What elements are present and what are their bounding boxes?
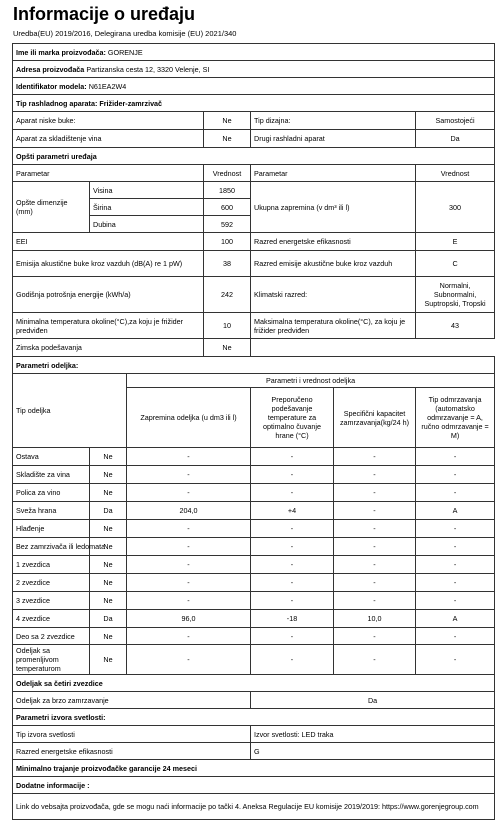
col-freezing-capacity-head: Specifični kapacitet zamrzavanja(kg/24 h) — [334, 388, 416, 448]
type-row-value-right: Samostojeći — [416, 112, 495, 130]
manufacturer-link-text: Link do vebsajta proizvođača, gde se mogu naći informacije po tački 4. Aneksa Regulacije EU komisije 2019/2019: https://www.gorenjegroup.com — [13, 794, 495, 820]
dimension-row — [13, 182, 495, 199]
compartment-group-head: Parametri i vrednost odeljka — [127, 374, 495, 388]
compartment-row — [13, 538, 495, 556]
general-param-label: EEI — [13, 233, 204, 251]
type-row — [13, 130, 495, 148]
compartment-temperature: - — [251, 574, 334, 592]
compartment-volume: - — [127, 484, 251, 502]
col-temperature-head: Preporučeno podešavanje temperature za optimalno čuvanje hrane (°C) — [251, 388, 334, 448]
compartment-temperature: - — [251, 484, 334, 502]
general-param-row — [13, 233, 495, 251]
compartment-temperature: - — [251, 592, 334, 610]
dimension-name: Visina — [90, 182, 204, 199]
general-param-value-right: E — [416, 233, 495, 251]
general-param-value: 38 — [204, 251, 251, 277]
general-param-label-right: Razred emisije akustične buke kroz vazduh — [251, 251, 416, 277]
compartment-row — [13, 628, 495, 645]
compartment-temperature: +4 — [251, 502, 334, 520]
general-header-row — [13, 148, 495, 165]
compartment-name: Odeljak sa promenljivom temperaturom — [13, 645, 90, 675]
compartment-row — [13, 502, 495, 520]
compartment-temperature: - — [251, 466, 334, 484]
general-param-label-right: Razred energetske efikasnosti — [251, 233, 416, 251]
winter-setting-value: Ne — [204, 339, 251, 357]
compartment-temperature: - — [251, 538, 334, 556]
column-head-parameter-right: Parametar — [251, 165, 416, 182]
compartment-freezing-capacity: - — [334, 556, 416, 574]
compartment-name: Ostava — [13, 448, 90, 466]
general-param-label: Godišnja potrošnja energije (kWh/a) — [13, 277, 204, 313]
type-header: Tip rashladnog aparata: Frižider-zamrzivač — [13, 95, 495, 112]
regulation-subtitle: Uredba(EU) 2019/2016, Delegirana uredba komisije (EU) 2021/340 — [13, 29, 237, 38]
four-star-header: Odeljak sa četiri zvezdice — [13, 675, 495, 692]
light-source-type-label: Tip izvora svetlosti — [13, 726, 251, 743]
total-volume-value: 300 — [416, 182, 495, 233]
compartment-freezing-capacity: - — [334, 520, 416, 538]
light-source-header: Parametri izvora svetlosti: — [13, 709, 495, 726]
compartment-name: Polica za vino — [13, 484, 90, 502]
supplier-value: GORENJE — [107, 47, 143, 57]
compartment-defrost-type: - — [416, 520, 495, 538]
supplier-row — [13, 44, 495, 61]
type-row-label: Aparat niske buke: — [13, 112, 204, 130]
address-label: Adresa proizvođača — [16, 64, 85, 74]
compartment-temperature: - — [251, 628, 334, 645]
climate-class-value: Normalni, Subnormalni, Suptropski, Tropski — [416, 277, 495, 313]
compartment-row — [13, 592, 495, 610]
light-efficiency-value: G — [251, 743, 495, 760]
general-param-label: Emisija akustične buke kroz vazduh (dB(A) re 1 pW) — [13, 251, 204, 277]
general-param-label-right: Maksimalna temperatura okoline(°C), za koju je frižider predviđen — [251, 313, 416, 339]
compartment-present: Ne — [90, 520, 127, 538]
compartment-defrost-type: - — [416, 466, 495, 484]
column-head-value: Vrednost — [204, 165, 251, 182]
compartment-volume: 96,0 — [127, 610, 251, 628]
compartment-freezing-capacity: - — [334, 538, 416, 556]
address-row — [13, 61, 495, 78]
dimension-name: Širina — [90, 199, 204, 216]
compartment-defrost-type: - — [416, 484, 495, 502]
four-star-header-row — [13, 675, 495, 692]
general-header: Opšti parametri uređaja — [13, 148, 495, 165]
compartment-volume: - — [127, 520, 251, 538]
compartment-freezing-capacity: - — [334, 574, 416, 592]
light-source-type-value: Izvor svetlosti: LED traka — [251, 726, 495, 743]
model-row — [13, 78, 495, 95]
compartment-row — [13, 645, 495, 675]
compartment-defrost-type: - — [416, 645, 495, 675]
column-head-value-right: Vrednost — [416, 165, 495, 182]
compartment-temperature: - — [251, 556, 334, 574]
compartment-name: Skladište za vina — [13, 466, 90, 484]
page-title: Informacije o uređaju — [13, 4, 196, 24]
dimension-value: 1850 — [204, 182, 251, 199]
compartment-temperature: -18 — [251, 610, 334, 628]
compartment-present: Da — [90, 610, 127, 628]
compartment-volume: - — [127, 592, 251, 610]
dimensions-label: Opšte dimenzije (mm) — [13, 182, 90, 233]
compartment-volume: - — [127, 628, 251, 645]
light-row — [13, 726, 495, 743]
general-column-head-row — [13, 165, 495, 182]
type-header-row — [13, 95, 495, 112]
compartment-name: Bez zamrzivača ili ledomata — [13, 538, 90, 556]
compartment-defrost-type: - — [416, 592, 495, 610]
general-param-label-right: Klimatski razred: — [251, 277, 416, 313]
general-param-label: Minimalna temperatura okoline(°C),za koju je frižider predviđen — [13, 313, 204, 339]
type-row-value: Ne — [204, 112, 251, 130]
compartment-name: 2 zvezdice — [13, 574, 90, 592]
compartment-type-head: Tip odeljka — [13, 374, 127, 448]
general-param-row — [13, 313, 495, 339]
compartment-freezing-capacity: - — [334, 448, 416, 466]
compartment-name: Hlađenje — [13, 520, 90, 538]
additional-info-header: Dodatne informacije : — [13, 777, 495, 794]
compartment-temperature: - — [251, 645, 334, 675]
compartment-defrost-type: - — [416, 574, 495, 592]
compartment-present: Ne — [90, 592, 127, 610]
light-row — [13, 743, 495, 760]
compartment-volume: - — [127, 448, 251, 466]
general-param-value-right: C — [416, 251, 495, 277]
light-efficiency-label: Razred energetske efikasnosti — [13, 743, 251, 760]
compartment-present: Da — [90, 502, 127, 520]
compartment-defrost-type: A — [416, 610, 495, 628]
compartment-temperature: - — [251, 520, 334, 538]
compartment-defrost-type: A — [416, 502, 495, 520]
compartment-defrost-type: - — [416, 538, 495, 556]
compartment-name: Deo sa 2 zvezdice — [13, 628, 90, 645]
col-volume-head: Zapremina odeljka (u dm3 ili l) — [127, 388, 251, 448]
product-info-table — [12, 43, 495, 820]
total-volume-label: Ukupna zapremina (v dm³ ili l) — [251, 182, 416, 233]
compartment-volume: - — [127, 574, 251, 592]
type-row-value: Ne — [204, 130, 251, 148]
type-row-label-right: Tip dizajna: — [251, 112, 416, 130]
additional-header-row — [13, 777, 495, 794]
guarantee-text: Minimalno trajanje proizvođačke garancije 24 meseci — [13, 760, 495, 777]
dimension-name: Dubina — [90, 216, 204, 233]
general-param-value: 242 — [204, 277, 251, 313]
compartment-present: Ne — [90, 448, 127, 466]
general-param-row — [13, 251, 495, 277]
type-row-value-right: Da — [416, 130, 495, 148]
compartment-name: Sveža hrana — [13, 502, 90, 520]
compartment-defrost-type: - — [416, 628, 495, 645]
compartment-row — [13, 556, 495, 574]
compartment-row — [13, 484, 495, 502]
compartment-group-head-row — [13, 374, 495, 388]
compartment-present: Ne — [90, 628, 127, 645]
compartment-name: 3 zvezdice — [13, 592, 90, 610]
compartment-freezing-capacity: - — [334, 645, 416, 675]
fast-freeze-row — [13, 692, 495, 709]
winter-setting-label: Zimska podešavanja — [13, 339, 204, 357]
compartment-volume: 204,0 — [127, 502, 251, 520]
compartment-row — [13, 466, 495, 484]
compartment-row — [13, 520, 495, 538]
general-param-value-right: 43 — [416, 313, 495, 339]
compartment-freezing-capacity: - — [334, 466, 416, 484]
guarantee-row — [13, 760, 495, 777]
compartment-volume: - — [127, 645, 251, 675]
compartment-row — [13, 574, 495, 592]
compartment-defrost-type: - — [416, 448, 495, 466]
fast-freeze-label: Odeljak za brzo zamrzavanje — [13, 692, 251, 709]
general-param-value: 100 — [204, 233, 251, 251]
compartment-name: 1 zvezdica — [13, 556, 90, 574]
supplier-label: Ime ili marka proizvođača: — [16, 47, 106, 57]
column-head-parameter: Parametar — [13, 165, 204, 182]
compartment-freezing-capacity: - — [334, 502, 416, 520]
compartment-volume: - — [127, 556, 251, 574]
compartment-row — [13, 448, 495, 466]
compartment-header: Parametri odeljka: — [13, 357, 495, 374]
compartment-present: Ne — [90, 574, 127, 592]
light-header-row — [13, 709, 495, 726]
compartment-present: Ne — [90, 556, 127, 574]
compartment-header-row — [13, 357, 495, 374]
compartment-volume: - — [127, 466, 251, 484]
winter-setting-row — [13, 339, 495, 357]
compartment-present: Ne — [90, 645, 127, 675]
model-label: Identifikator modela: — [16, 81, 87, 91]
compartment-present: Ne — [90, 466, 127, 484]
compartment-present: Ne — [90, 484, 127, 502]
general-param-row — [13, 277, 495, 313]
compartment-present: Ne — [90, 538, 127, 556]
compartment-name: 4 zvezdice — [13, 610, 90, 628]
col-defrost-type-head: Tip odmrzavanja (automatsko odmrzavanje = A, ručno odmrzavanje = M) — [416, 388, 495, 448]
type-row-label-right: Drugi rashladni aparat — [251, 130, 416, 148]
type-row-label: Aparat za skladištenje vina — [13, 130, 204, 148]
compartment-freezing-capacity: 10,0 — [334, 610, 416, 628]
type-row — [13, 112, 495, 130]
general-param-value: 10 — [204, 313, 251, 339]
model-value: N61EA2W4 — [88, 81, 127, 91]
compartment-freezing-capacity: - — [334, 592, 416, 610]
compartment-defrost-type: - — [416, 556, 495, 574]
link-row — [13, 794, 495, 820]
compartment-freezing-capacity: - — [334, 628, 416, 645]
compartment-freezing-capacity: - — [334, 484, 416, 502]
dimension-value: 600 — [204, 199, 251, 216]
compartment-temperature: - — [251, 448, 334, 466]
dimension-value: 592 — [204, 216, 251, 233]
compartment-row — [13, 610, 495, 628]
compartment-volume: - — [127, 538, 251, 556]
fast-freeze-value: Da — [251, 692, 495, 709]
address-value: Partizanska cesta 12, 3320 Velenje, SI — [86, 64, 210, 74]
